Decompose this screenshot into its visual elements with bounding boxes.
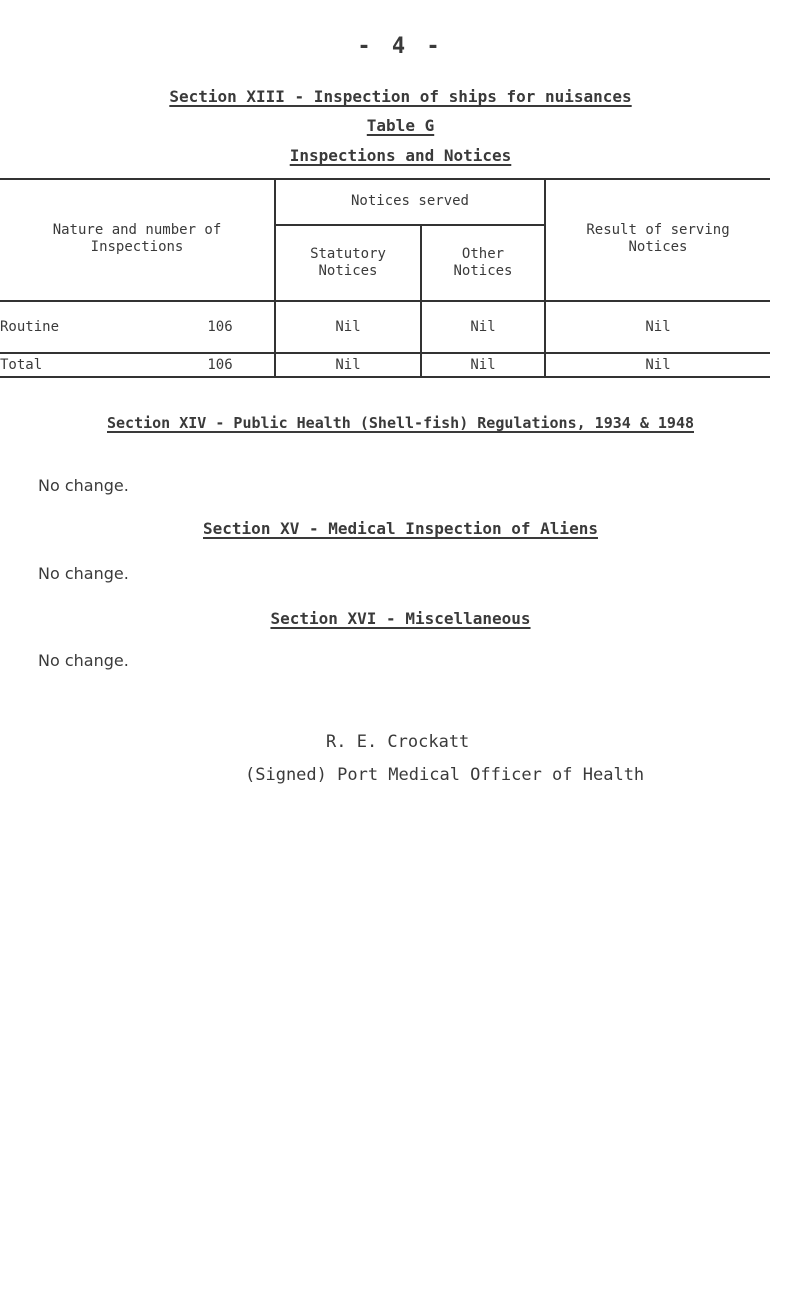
table-subtitle: Inspections and Notices	[289, 146, 512, 165]
inspections-table	[0, 178, 770, 378]
header-notices-served: Notices served	[350, 192, 469, 209]
row-total-statutory: Nil	[335, 356, 361, 373]
row-total-number: 106	[207, 356, 233, 373]
section-xvi-text: No change.	[38, 651, 129, 670]
section-xv-text: No change.	[38, 564, 129, 583]
section-xv-title: Section XV - Medical Inspection of Aliens	[203, 519, 598, 538]
table-label: Table G	[366, 116, 435, 135]
section-xvi-title: Section XVI - Miscellaneous	[270, 609, 531, 628]
signature-role: (Signed) Port Medical Officer of Health	[245, 765, 645, 785]
signature-name: R. E. Crockatt	[326, 732, 470, 752]
row-total-other: Nil	[470, 356, 496, 373]
row-total-result: Nil	[645, 356, 671, 373]
section-xiv-title: Section XIV - Public Health (Shell-fish) Regulations, 1934 & 1948	[107, 414, 694, 432]
row-routine-other: Nil	[470, 318, 496, 335]
header-other: Other Notices	[453, 246, 513, 279]
row-total-label: Total	[0, 356, 43, 373]
section-xiii-title: Section XIII - Inspection of ships for nuisances	[169, 87, 632, 106]
section-xiv-text: No change.	[38, 476, 129, 495]
row-routine-label: Routine	[0, 318, 60, 335]
header-nature: Nature and number of Inspections	[52, 222, 222, 255]
row-routine-statutory: Nil	[335, 318, 361, 335]
row-routine-result: Nil	[645, 318, 671, 335]
page-number: - 4 -	[357, 34, 444, 59]
header-statutory: Statutory Notices	[310, 246, 386, 279]
header-result: Result of serving Notices	[586, 222, 730, 255]
row-routine-number: 106	[207, 318, 233, 335]
